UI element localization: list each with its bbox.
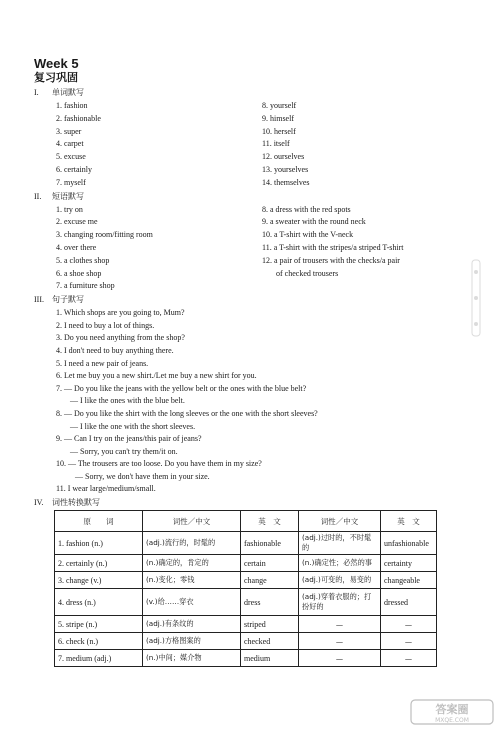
table-cell: striped [241, 616, 299, 633]
section-4-heading [34, 497, 474, 508]
week-title: Week 5 [34, 56, 79, 71]
table-cell: 2. certainly (n.) [55, 555, 143, 572]
section-1-left-column [56, 100, 254, 190]
list-item: — I like the ones with the blue belt. [70, 396, 185, 406]
table-cell: (n.)确定性；必然的事 [299, 555, 381, 572]
list-item: 10. a T-shirt with the V-neck [262, 230, 354, 240]
table-cell: dress [241, 589, 299, 616]
table-cell: (adj.)有条纹的 [143, 616, 241, 633]
table-cell: checked [241, 633, 299, 650]
list-item: 4. over there [56, 242, 97, 252]
list-item: 9. a sweater with the round neck [262, 217, 366, 227]
table-cell: 1. fashion (n.) [55, 532, 143, 555]
list-item: 5. excuse [56, 152, 86, 162]
word-form-table [54, 510, 437, 667]
section-2-left-column [56, 204, 254, 294]
section-2-title: 短语默写 [52, 191, 84, 201]
table-cell: (n.)确定的，肯定的 [143, 555, 241, 572]
table-cell: — [381, 633, 437, 650]
logo-watermark [410, 699, 494, 725]
section-1-words [56, 100, 474, 190]
table-cell: unfashionable [381, 532, 437, 555]
section-3-number: III. [34, 295, 44, 305]
table-cell: — [299, 633, 381, 650]
list-item: — Sorry, we don't have them in your size. [75, 471, 210, 481]
list-item: 10. — The trousers are too loose. Do you have them in my size? [56, 459, 262, 469]
table-cell: (n.)变化；零钱 [143, 572, 241, 589]
column-header: 词性／中文 [299, 511, 381, 532]
section-3-title: 句子默写 [52, 295, 84, 305]
table-cell: — [381, 650, 437, 667]
worksheet-page [34, 56, 474, 667]
table-cell: changeable [381, 572, 437, 589]
table-row [55, 616, 437, 633]
list-item: 2. fashionable [56, 113, 101, 123]
table-row [55, 589, 437, 616]
section-4-title: 词性转换默写 [52, 498, 100, 508]
section-1-number: I. [34, 88, 39, 97]
section-2-number: II. [34, 191, 42, 201]
list-item: 6. a shoe shop [56, 268, 102, 278]
table-cell: medium [241, 650, 299, 667]
table-cell: certainty [381, 555, 437, 572]
table-cell: (v.)给……穿衣 [143, 589, 241, 616]
list-item: 11. itself [262, 139, 290, 149]
list-item: 4. I don't need to buy anything there. [56, 345, 174, 355]
list-item: 7. myself [56, 177, 86, 187]
section-1-heading [34, 87, 474, 98]
list-item: 1. fashion [56, 101, 88, 110]
list-item: 1. try on [56, 204, 83, 214]
table-cell: — [381, 616, 437, 633]
section-3-heading [34, 294, 474, 305]
table-cell: fashionable [241, 532, 299, 555]
list-item: 2. I need to buy a lot of things. [56, 320, 155, 330]
watermark-text: 答案圈 [435, 703, 469, 716]
column-header: 原 词 [55, 511, 143, 532]
list-item: 12. a pair of trousers with the checks/a pair [262, 255, 400, 265]
list-item: 9. himself [262, 113, 294, 123]
section-4-number: IV. [34, 498, 44, 508]
section-2-phrases [56, 204, 474, 294]
list-item: 14. themselves [262, 177, 310, 187]
table-cell: 7. medium (adj.) [55, 650, 143, 667]
table-row [55, 650, 437, 667]
watermark-logo-icon [410, 699, 494, 725]
section-2-right-column [262, 204, 472, 294]
table-cell: change [241, 572, 299, 589]
table-cell: 5. stripe (n.) [55, 616, 143, 633]
list-item: 9. — Can I try on the jeans/this pair of jeans? [56, 434, 202, 444]
list-item: 7. — Do you like the jeans with the yellow belt or the ones with the blue belt? [56, 383, 307, 393]
list-item: 5. a clothes shop [56, 255, 110, 265]
list-item: 3. super [56, 126, 82, 136]
list-item: 1. Which shops are you going to, Mum? [56, 308, 185, 318]
table-cell: — [299, 650, 381, 667]
section-3-sentences [56, 307, 474, 496]
table-cell: (adj.)方格图案的 [143, 633, 241, 650]
list-item: — I like the one with the short sleeves. [70, 421, 196, 431]
side-watermark-icon [468, 258, 484, 338]
table-row [55, 633, 437, 650]
table-cell: (n.)中间；媒介物 [143, 650, 241, 667]
list-item: 10. herself [262, 126, 296, 136]
section-1-right-column [262, 100, 472, 190]
table-row [55, 555, 437, 572]
list-item: 6. Let me buy you a new shirt./Let me buy a new shirt for you. [56, 371, 257, 381]
list-item: — Sorry, you can't try them/it on. [70, 446, 178, 456]
table-row [55, 572, 437, 589]
table-cell: (adj.)流行的，时髦的 [143, 532, 241, 555]
section-1-title: 单词默写 [52, 88, 84, 97]
list-item: 11. a T-shirt with the stripes/a striped T-shirt [262, 242, 404, 252]
table-cell: dressed [381, 589, 437, 616]
list-item: 8. a dress with the red spots [262, 204, 351, 214]
table-cell: 6. check (n.) [55, 633, 143, 650]
column-header: 英 文 [381, 511, 437, 532]
column-header: 词性／中文 [143, 511, 241, 532]
list-item: 11. I wear large/medium/small. [56, 484, 156, 494]
table-row [55, 532, 437, 555]
table-cell: (adj.)过时的，不时髦的 [299, 532, 381, 555]
watermark-subtext: MXQE.COM [435, 717, 469, 724]
table-cell: certain [241, 555, 299, 572]
list-item: 5. I need a new pair of jeans. [56, 358, 149, 368]
list-item: 6. certainly [56, 164, 92, 174]
list-item: 8. — Do you like the shirt with the long sleeves or the one with the short sleeves? [56, 408, 318, 418]
list-item: of checked trousers [276, 268, 339, 278]
list-item: 7. a furniture shop [56, 281, 115, 291]
list-item: 3. changing room/fitting room [56, 230, 153, 240]
list-item: 4. carpet [56, 139, 84, 149]
table-cell: (adj.)穿着衣服的；打扮好的 [299, 589, 381, 616]
list-item: 3. Do you need anything from the shop? [56, 333, 185, 343]
table-cell: — [299, 616, 381, 633]
list-item: 2. excuse me [56, 217, 98, 227]
table-cell: 3. change (v.) [55, 572, 143, 589]
table-cell: 4. dress (n.) [55, 589, 143, 616]
section-2-heading [34, 191, 474, 202]
table-header-row [55, 511, 437, 532]
review-title: 复习巩固 [34, 71, 78, 84]
column-header: 英 文 [241, 511, 299, 532]
table-cell: (adj.)可变的，易变的 [299, 572, 381, 589]
list-item: 8. yourself [262, 101, 297, 110]
list-item: 13. yourselves [262, 164, 309, 174]
list-item: 12. ourselves [262, 152, 305, 162]
